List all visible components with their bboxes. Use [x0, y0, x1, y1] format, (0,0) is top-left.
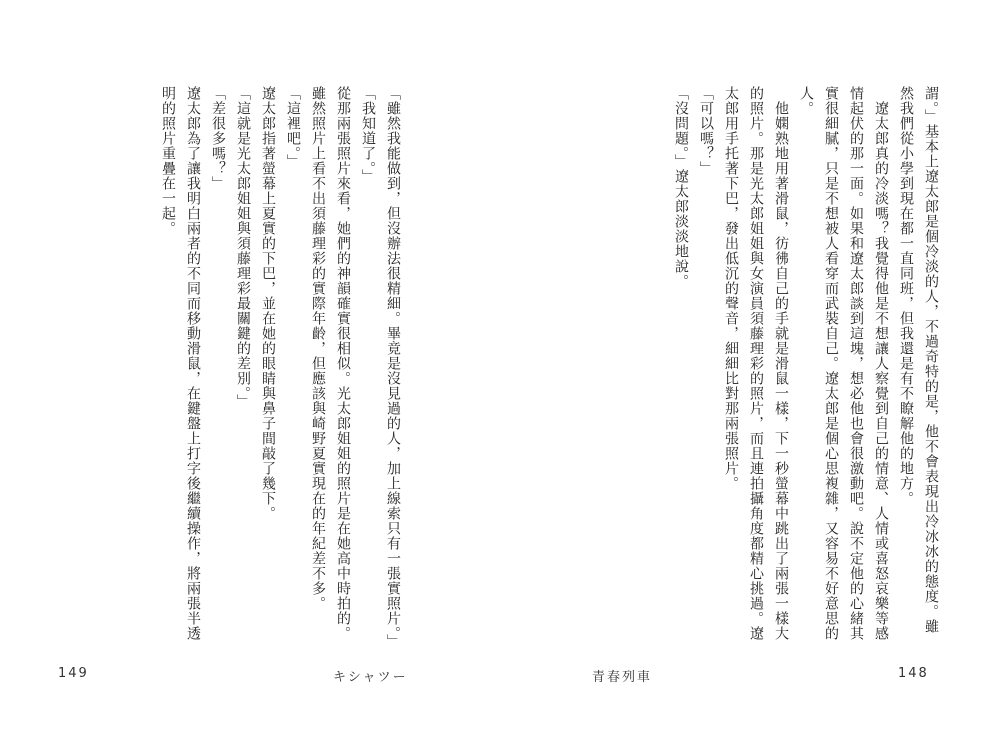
paragraph: 「沒問題。」遼太郎淡淡地說。 — [673, 86, 689, 289]
paragraph: 「可以嗎？」 — [698, 86, 714, 176]
paragraph: 從那兩張照片來看，她們的神韻確實很相似。光太郎姐姐的照片是在她高中時拍的。雖然照片上看不出須藤理彩的實際年齡，但應該與崎野夏實現在的年紀差不多。 — [310, 86, 351, 641]
paragraph: 「雖然我能做到，但沒辦法很精細。畢竟是沒見過的人，加上線索只有一張實照片。」 — [385, 86, 401, 649]
paragraph: 遼太郎指著螢幕上夏實的下巴，並在她的眼睛與鼻子間敲了幾下。 — [260, 86, 276, 521]
running-title-right: 青春列車 — [592, 670, 653, 685]
paragraph: 遼太郎為了讓我明白兩者的不同而移動滑鼠，在鍵盤上打字後繼續操作，將兩張半透明的照片重疊在一起。 — [160, 86, 201, 641]
left-page-body — [70, 86, 405, 649]
page-number-right: 148 — [898, 666, 929, 681]
paragraph: 遼太郎真的冷淡嗎？我覺得他是不想讓人察覺到自己的情意、人情或喜怒哀樂等感情起伏的那一面。如果和遼太郎談到這塊，想必他也會很激動吧。說不定他的心緒其實很細膩，只是不想被人看穿而武裝自己。遼太郎是個心思複雜，又容易不好意思的人。 — [798, 86, 889, 641]
paragraph: 他嫻熟地用著滑鼠，彷彿自己的手就是滑鼠一樣，下一秒螢幕中跳出了兩張一樣大的照片。那是光太郎姐姐與女演員須藤理彩的照片，而且連拍攝角度都精心挑過。遼太郎用手托著下巴，發出低沉的聲音，細細比對那兩張照片。 — [723, 86, 789, 641]
paragraph: 「這就是光太郎姐姐與須藤理彩最關鍵的差別。」 — [235, 86, 251, 409]
page-number-left: 149 — [58, 666, 89, 681]
paragraph: 「我知道了。」 — [360, 86, 376, 184]
paragraph: 「這裡吧。」 — [285, 86, 301, 169]
left-page — [0, 0, 480, 732]
running-title-left: キシャツー — [333, 670, 408, 685]
paragraph: 「差很多嗎？」 — [210, 86, 226, 191]
right-page-body — [668, 86, 943, 646]
right-page — [520, 0, 999, 732]
paragraph: 謂。」基本上遼太郎是個冷淡的人，不過奇特的是，他不會表現出冷冰冰的態度。雖然我們從小學到現在都一直同班，但我還是有不瞭解他的地方。 — [898, 86, 939, 634]
